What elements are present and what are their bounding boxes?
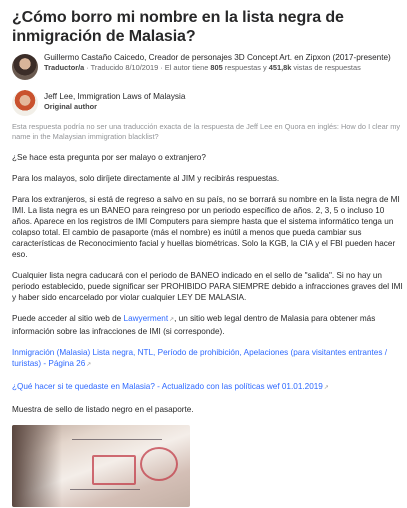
original-author-avatar[interactable] — [12, 90, 38, 116]
question-title[interactable]: ¿Cómo borro mi nombre en la lista negra de inmigración de Malasia? — [12, 9, 344, 45]
translator-name[interactable]: Guillermo Castaño Caicedo, Creador de personajes 3D Concept Art. en Zipxon (2017-presente) — [44, 53, 391, 62]
translator-avatar[interactable] — [12, 54, 38, 80]
overstay-link[interactable]: ¿Qué hacer si te quedaste en Malasia? - Actualizado con las políticas wef 01.01.2019 — [12, 382, 323, 391]
source-link-block — [12, 347, 403, 371]
views-count: 451,8k — [268, 63, 292, 72]
translator-role: Traductor/a — [44, 63, 85, 72]
blacklist-source-link[interactable]: Inmigración (Malasia) Lista negra, NTL, Período de prohibición, Apelaciones (para visitantes entrantes / turistas) - Página 26 — [12, 348, 388, 368]
paragraph-3: Para los extranjeros, si está de regreso a salvo en su país, no se borrará su nombre en la lista negra de MI IMI. La lista negra es un BANEO para reingreso por un periodo específico de años. 2, 3, 5 o incluso 10 años. Aparece en los registros de IMI Computers para siempre hasta que el sistema informático tenga un colapso total. El cambio de pasaporte (más el nombre) es inútil a menos que pueda cambiar sus características de Reconocimiento facial y huellas biométricas. Solo la KGB, la CIA y el FBI pueden hacer eso. — [12, 195, 400, 259]
blacklist-stamp — [92, 455, 136, 485]
external-link-icon: ↗ — [323, 385, 329, 391]
paragraph-4: Cualquier lista negra caducará con el periodo de BANEO indicado en el sello de "salida". Si no hay un periodo establecido, puede significar ser PROHIBIDO PARA SIEMPRE debido a infracciones graves del IMI y haber sido encarcelado por violar cualquier LEY DE MALASIA. — [12, 271, 403, 302]
translation-note: Esta respuesta podría no ser una traducción exacta de la respuesta de Jeff Lee en Quora en inglés: How do I clear my name in the Malaysian immigration blacklist? — [12, 122, 401, 141]
original-author-name[interactable]: Jeff Lee, Immigration Laws of Malaysia — [44, 92, 186, 101]
photo-caption: Muestra de sello de listado negro en el pasaporte. — [12, 405, 194, 414]
answers-count: 805 — [210, 63, 223, 72]
external-link-icon: ↗ — [169, 317, 175, 323]
external-link-icon: ↗ — [86, 362, 92, 368]
overstay-link-block — [12, 381, 403, 394]
passport-line — [72, 439, 162, 440]
paragraph-5: Puede acceder al sitio web de Lawyerment↗, un sitio web legal dentro de Malasia para obtener más información sobre las infracciones de IMI (si corresponde). — [12, 314, 376, 336]
passport-line — [70, 489, 140, 490]
translator-meta: Traductor/a · Traducido 8/10/2019 · El autor tiene 805 respuestas y 451,8k vistas de respuestas — [44, 63, 361, 72]
original-author-role: Original author — [44, 102, 97, 111]
paragraph-2: Para los malayos, solo diríjete directamente al JIM y recibirás respuestas. — [12, 174, 280, 183]
translator-block — [12, 52, 403, 80]
lawyerment-link[interactable]: Lawyerment — [123, 314, 169, 323]
entry-stamp — [140, 447, 178, 481]
answer-page — [12, 0, 403, 507]
paragraph-1: ¿Se hace esta pregunta por ser malayo o extranjero? — [12, 153, 206, 162]
photo-shadow — [12, 425, 62, 507]
original-author-block — [12, 88, 403, 116]
passport-stamp-photo[interactable] — [12, 425, 190, 507]
